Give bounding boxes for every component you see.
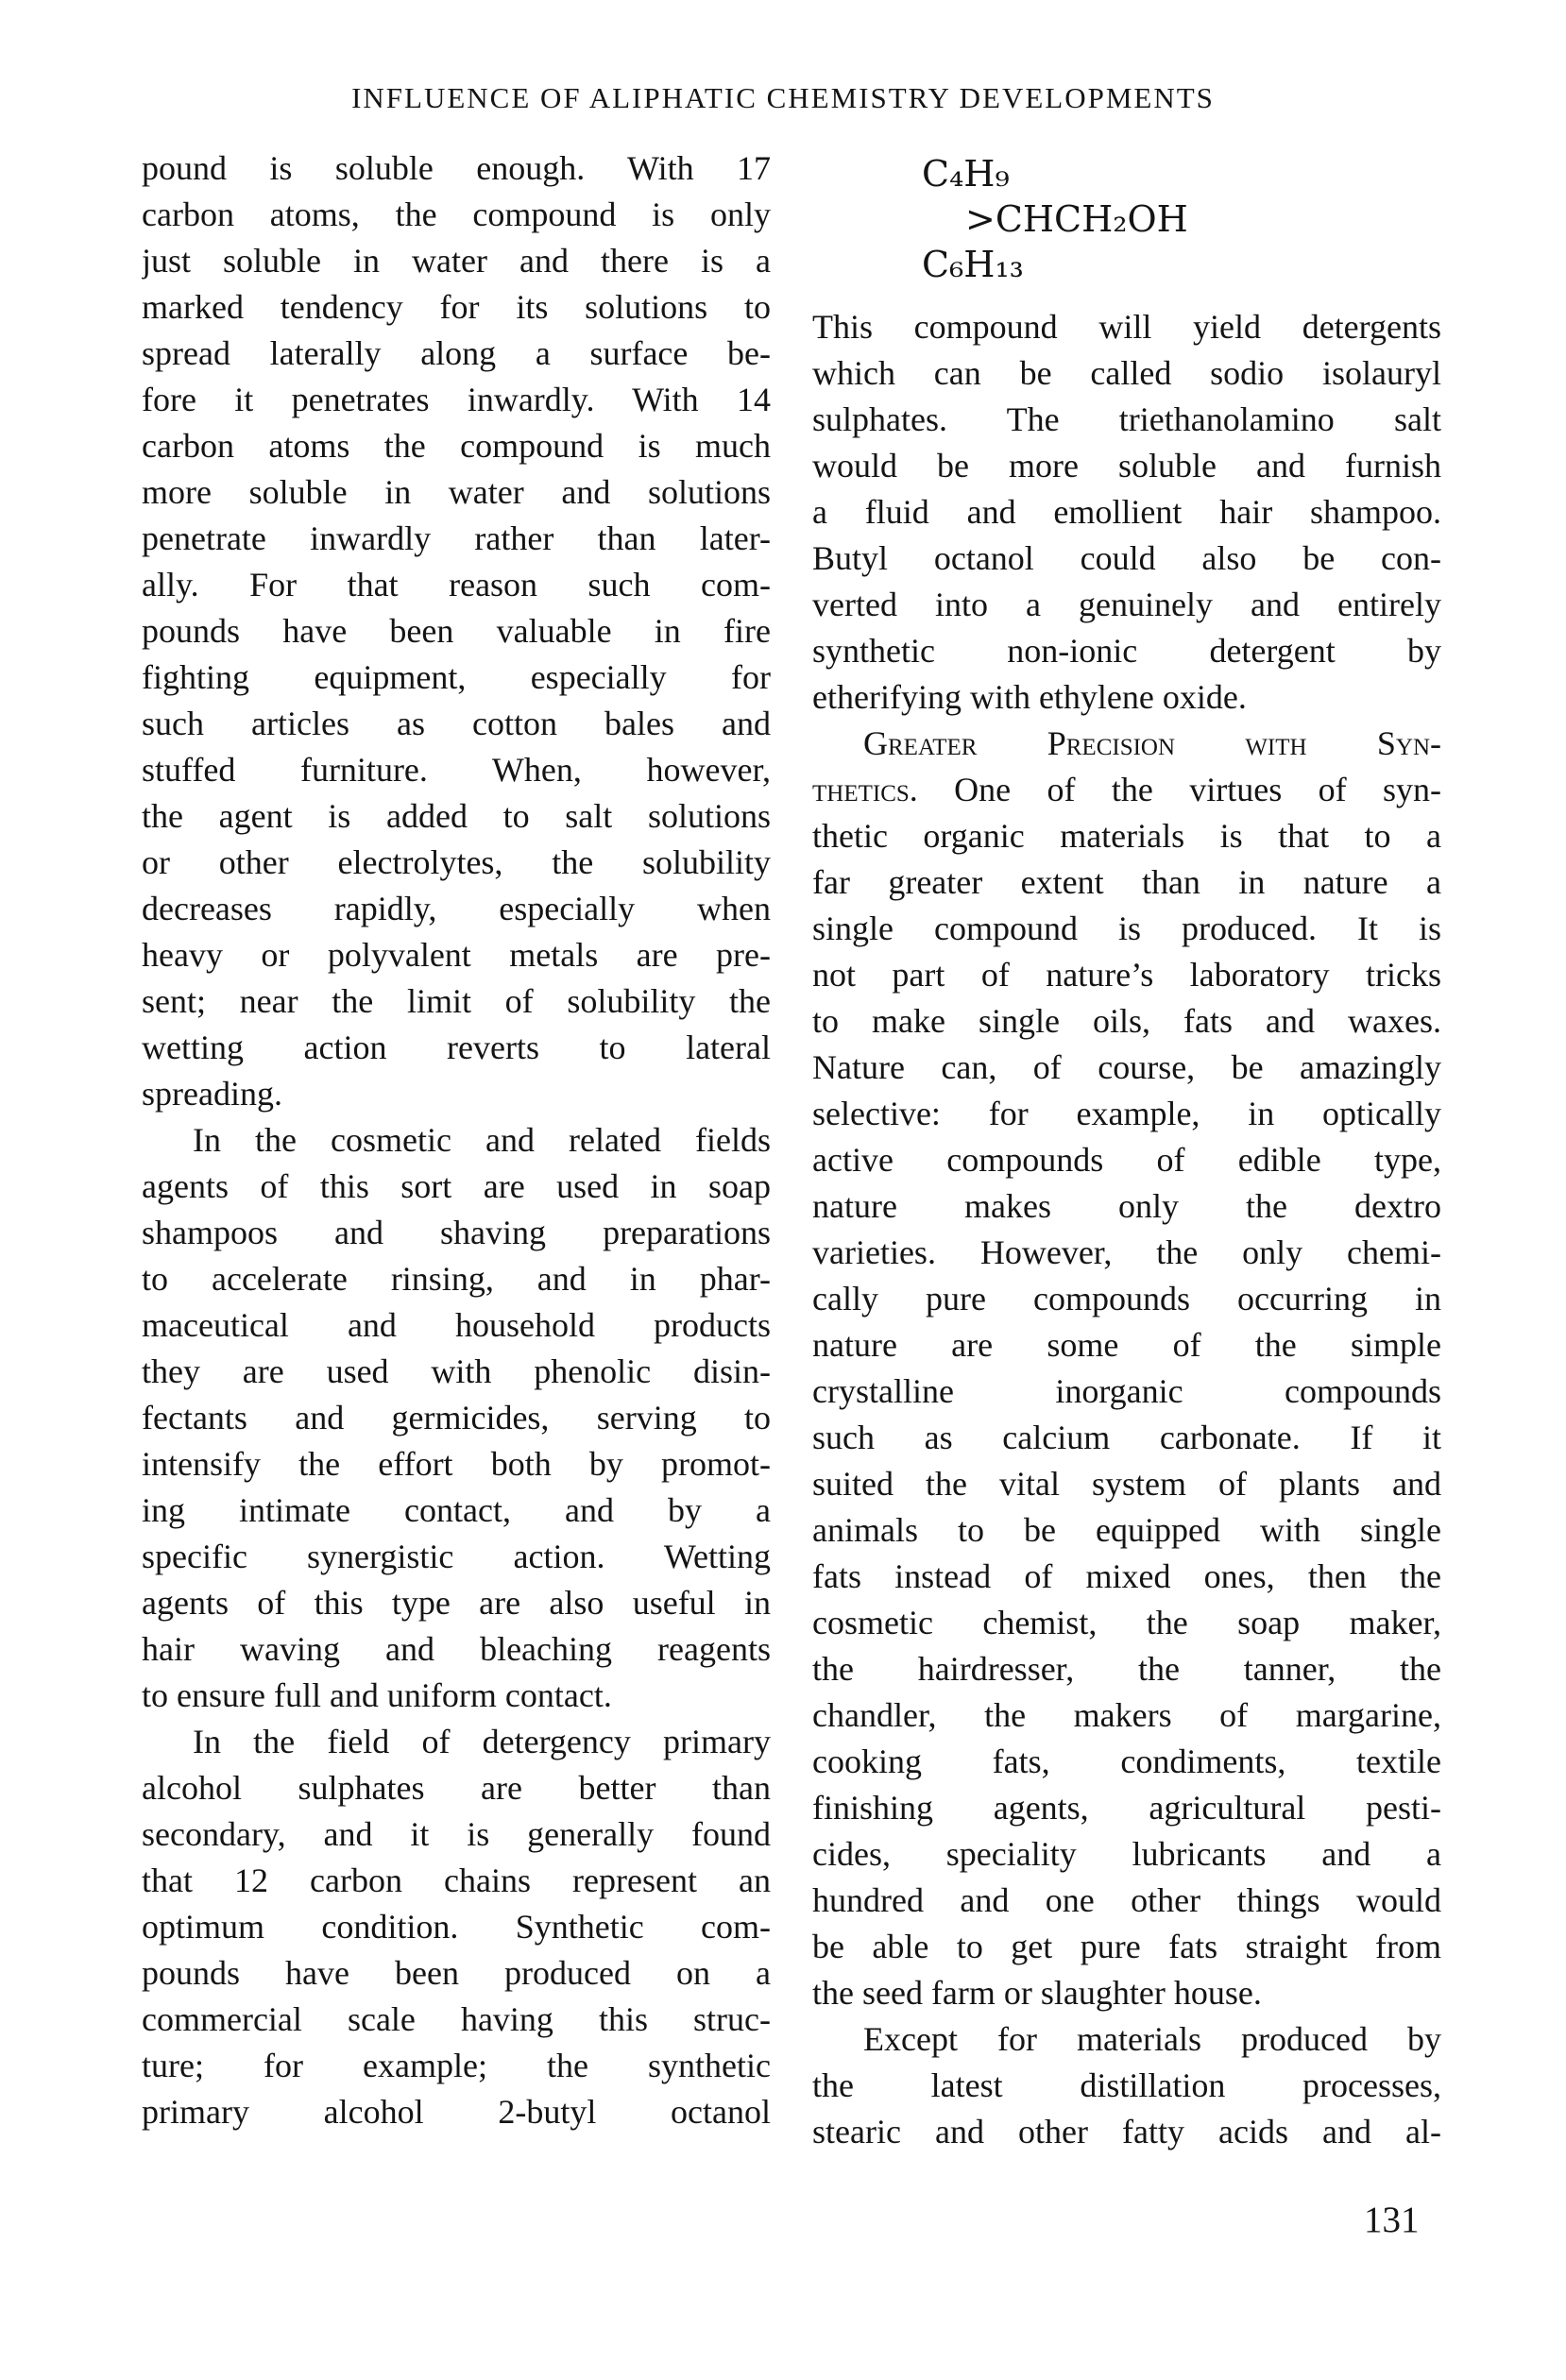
text-line: Except for materials produced by xyxy=(863,2020,1441,2058)
text-line: chandler, the makers of margarine, xyxy=(812,1696,1441,1734)
text-line: carbon atoms, the compound is only xyxy=(142,196,771,233)
text-line: or other electrolytes, the solubility xyxy=(142,843,771,881)
right-column xyxy=(812,145,1441,2155)
text-line: marked tendency for its solutions to xyxy=(142,288,771,326)
text-line: cooking fats, condiments, textile xyxy=(812,1742,1441,1780)
text-line: the hairdresser, the tanner, the xyxy=(812,1650,1441,1688)
paragraph xyxy=(142,1719,771,2135)
text-line: spreading. xyxy=(142,1075,282,1113)
text-line: pound is soluble enough. With 17 xyxy=(142,149,771,187)
text-line: pounds have been produced on a xyxy=(142,1954,771,1992)
text-line: penetrate inwardly rather than later- xyxy=(142,519,771,557)
text-line: alcohol sulphates are better than xyxy=(142,1769,771,1807)
text-line: the agent is added to salt solutions xyxy=(142,797,771,835)
text-line: In the cosmetic and related fields xyxy=(193,1121,771,1159)
text-line: a fluid and emollient hair shampoo. xyxy=(812,493,1441,531)
text-line: finishing agents, agricultural pesti- xyxy=(812,1789,1441,1827)
text-line: ally. For that reason such com- xyxy=(142,566,771,604)
text-line: ing intimate contact, and by a xyxy=(142,1491,771,1529)
text-line: crystalline inorganic compounds xyxy=(812,1372,1441,1410)
chemical-formula xyxy=(812,151,1441,287)
text-line: selective: for example, in optically xyxy=(812,1095,1441,1132)
text-line: not part of nature’s laboratory tricks xyxy=(812,956,1441,994)
text-columns xyxy=(142,145,1441,2155)
text-line: sulphates. The triethanolamino salt xyxy=(812,400,1441,438)
paragraph xyxy=(812,2016,1441,2155)
plain-text: One of the virtues of syn- xyxy=(917,771,1441,808)
right-column-text xyxy=(812,304,1441,2155)
text-line: verted into a genuinely and entirely xyxy=(812,586,1441,623)
text-line: animals to be equipped with single xyxy=(812,1511,1441,1549)
text-line: active compounds of edible type, xyxy=(812,1141,1441,1179)
text-line: hair waving and bleaching reagents xyxy=(142,1630,771,1668)
text-line: cosmetic chemist, the soap maker, xyxy=(812,1604,1441,1641)
text-line: agents of this sort are used in soap xyxy=(142,1167,771,1205)
text-line: thetic organic materials is that to a xyxy=(812,817,1441,855)
text-line: cides, speciality lubricants and a xyxy=(812,1835,1441,1873)
text-line: be able to get pure fats straight from xyxy=(812,1928,1441,1965)
text-line: to make single oils, fats and waxes. xyxy=(812,1002,1441,1040)
text-line: the latest distillation processes, xyxy=(812,2066,1441,2104)
page-header: INFLUENCE OF ALIPHATIC CHEMISTRY DEVELOPMENTS xyxy=(351,81,1215,114)
paragraph xyxy=(812,304,1441,721)
text-line: the seed farm or slaughter house. xyxy=(812,1974,1262,2012)
text-line: nature are some of the simple xyxy=(812,1326,1441,1364)
paragraph xyxy=(142,1117,771,1719)
text-line: optimum condition. Synthetic com- xyxy=(142,1908,771,1946)
text-line: shampoos and shaving preparations xyxy=(142,1214,771,1251)
text-line: intensify the effort both by promot- xyxy=(142,1445,771,1483)
small-caps-text: Greater Precision with Syn- xyxy=(863,724,1441,762)
text-line: stuffed furniture. When, however, xyxy=(142,751,771,789)
small-caps-text: thetics. xyxy=(812,771,918,808)
text-line: heavy or polyvalent metals are pre- xyxy=(142,936,771,974)
text-line: such as calcium carbonate. If it xyxy=(812,1419,1441,1456)
text-line: carbon atoms the compound is much xyxy=(142,427,771,465)
text-line: which can be called sodio isolauryl xyxy=(812,354,1441,392)
text-line: varieties. However, the only chemi- xyxy=(812,1233,1441,1271)
text-line: nature makes only the dextro xyxy=(812,1187,1441,1225)
left-column xyxy=(142,145,771,2155)
text-line: Butyl octanol could also be con- xyxy=(812,539,1441,577)
text-line xyxy=(812,767,1441,813)
paragraph xyxy=(812,721,1441,2016)
text-line: stearic and other fatty acids and al- xyxy=(812,2113,1441,2150)
text-line: fats instead of mixed ones, then the xyxy=(812,1557,1441,1595)
formula-line-bottom: C₆H₁₃ xyxy=(922,244,1024,285)
text-line: Nature can, of course, be amazingly xyxy=(812,1048,1441,1086)
text-line: fore it penetrates inwardly. With 14 xyxy=(142,381,771,418)
text-line: far greater extent than in nature a xyxy=(812,863,1441,901)
text-line: such articles as cotton bales and xyxy=(142,705,771,742)
paragraph xyxy=(142,145,771,1117)
text-line: specific synergistic action. Wetting xyxy=(142,1538,771,1575)
text-line: This compound will yield detergents xyxy=(812,308,1441,346)
text-line: pounds have been valuable in fire xyxy=(142,612,771,650)
text-line: more soluble in water and solutions xyxy=(142,473,771,511)
formula-line-top: C₄H₉ xyxy=(922,153,1010,195)
text-line: spread laterally along a surface be- xyxy=(142,334,771,372)
text-line: sent; near the limit of solubility the xyxy=(142,982,771,1020)
text-line: single compound is produced. It is xyxy=(812,910,1441,947)
text-line: decreases rapidly, especially when xyxy=(142,890,771,927)
text-line: suited the vital system of plants and xyxy=(812,1465,1441,1503)
text-line: wetting action reverts to lateral xyxy=(142,1028,771,1066)
text-line: agents of this type are also useful in xyxy=(142,1584,771,1622)
text-line: they are used with phenolic disin- xyxy=(142,1352,771,1390)
text-line: maceutical and household products xyxy=(142,1306,771,1344)
text-line: fectants and germicides, serving to xyxy=(142,1399,771,1436)
text-line: primary alcohol 2-butyl octanol xyxy=(142,2093,771,2131)
page-number: 131 xyxy=(1364,2200,1420,2240)
text-line: just soluble in water and there is a xyxy=(142,242,771,280)
text-line: synthetic non-ionic detergent by xyxy=(812,632,1441,670)
text-line: to accelerate rinsing, and in phar- xyxy=(142,1260,771,1298)
text-line: to ensure full and uniform contact. xyxy=(142,1676,612,1714)
text-line: fighting equipment, especially for xyxy=(142,658,771,696)
text-line: cally pure compounds occurring in xyxy=(812,1280,1441,1318)
text-line: would be more soluble and furnish xyxy=(812,447,1441,484)
text-line: In the field of detergency primary xyxy=(193,1723,771,1760)
text-line: commercial scale having this struc- xyxy=(142,2000,771,2038)
text-line: secondary, and it is generally found xyxy=(142,1815,771,1853)
text-line: hundred and one other things would xyxy=(812,1881,1441,1919)
text-line: ture; for example; the synthetic xyxy=(142,2047,771,2084)
text-line: etherifying with ethylene oxide. xyxy=(812,678,1247,716)
text-line xyxy=(812,721,1441,767)
text-line: that 12 carbon chains represent an xyxy=(142,1862,771,1899)
formula-line-middle: >CHCH₂OH xyxy=(965,198,1188,240)
